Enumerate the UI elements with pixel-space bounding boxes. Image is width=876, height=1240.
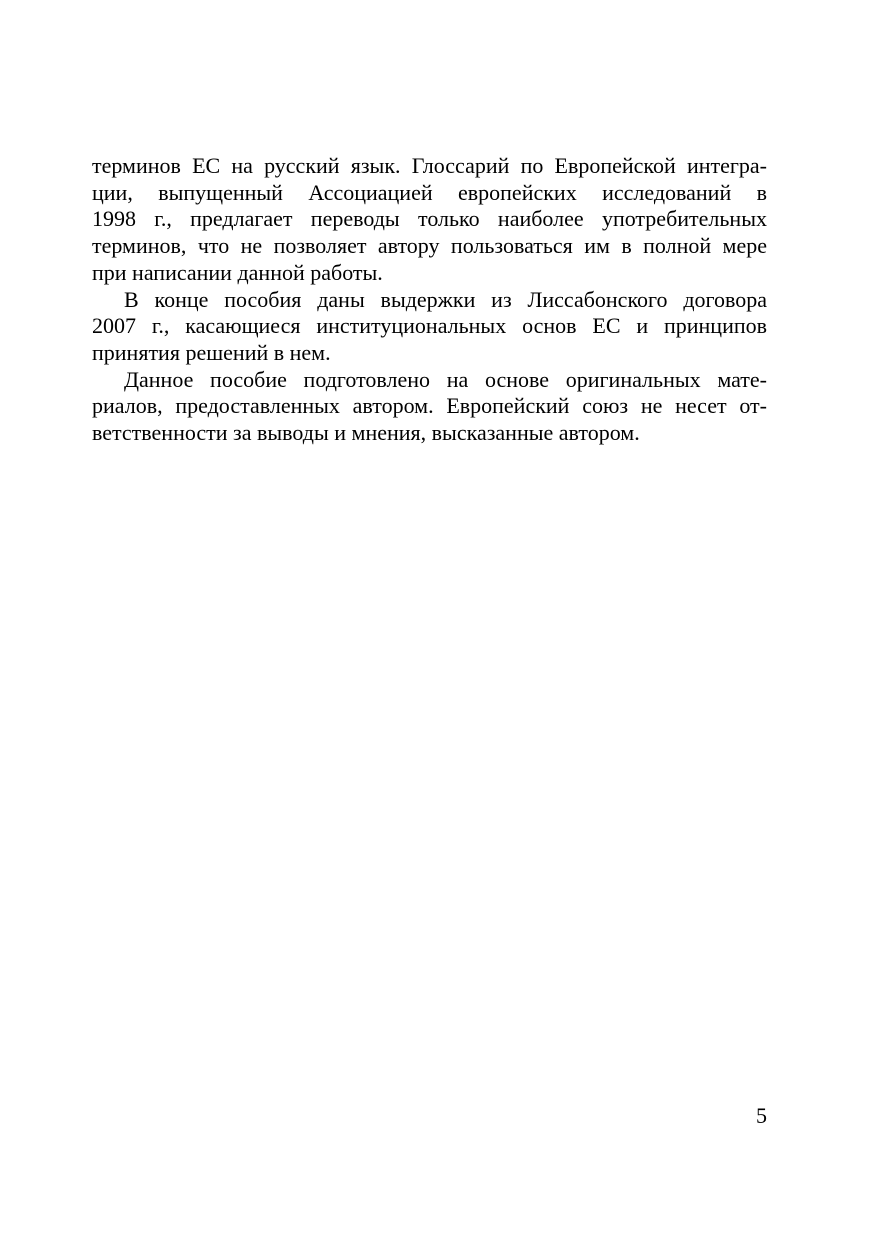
text-line: ции, выпущенный Ассоциацией европейских исследований в xyxy=(92,179,767,205)
text-line: терминов, что не позволяет автору пользоваться им в полной мере xyxy=(92,233,767,259)
page-number: 5 xyxy=(756,1103,767,1128)
paragraph xyxy=(92,367,767,447)
paragraph xyxy=(92,287,767,367)
text-line: 1998 г., предлагает переводы только наиболее употребительных xyxy=(92,206,767,232)
text-line: принятия решений в нем. xyxy=(92,339,331,365)
text-line: ветственности за выводы и мнения, высказанные автором. xyxy=(92,420,640,446)
body-text xyxy=(92,153,767,447)
text-line: риалов, предоставленных автором. Европейский союз не несет от- xyxy=(92,393,767,419)
text-line: Данное пособие подготовлено на основе оригинальных мате- xyxy=(124,366,767,392)
text-line: В конце пособия даны выдержки из Лиссабонского договора xyxy=(124,286,767,312)
paragraph xyxy=(92,153,767,287)
text-line: терминов ЕС на русский язык. Глоссарий по Европейской интегра- xyxy=(92,153,767,178)
text-line: при написании данной работы. xyxy=(92,259,383,285)
text-line: 2007 г., касающиеся институциональных основ ЕС и принципов xyxy=(92,313,767,339)
